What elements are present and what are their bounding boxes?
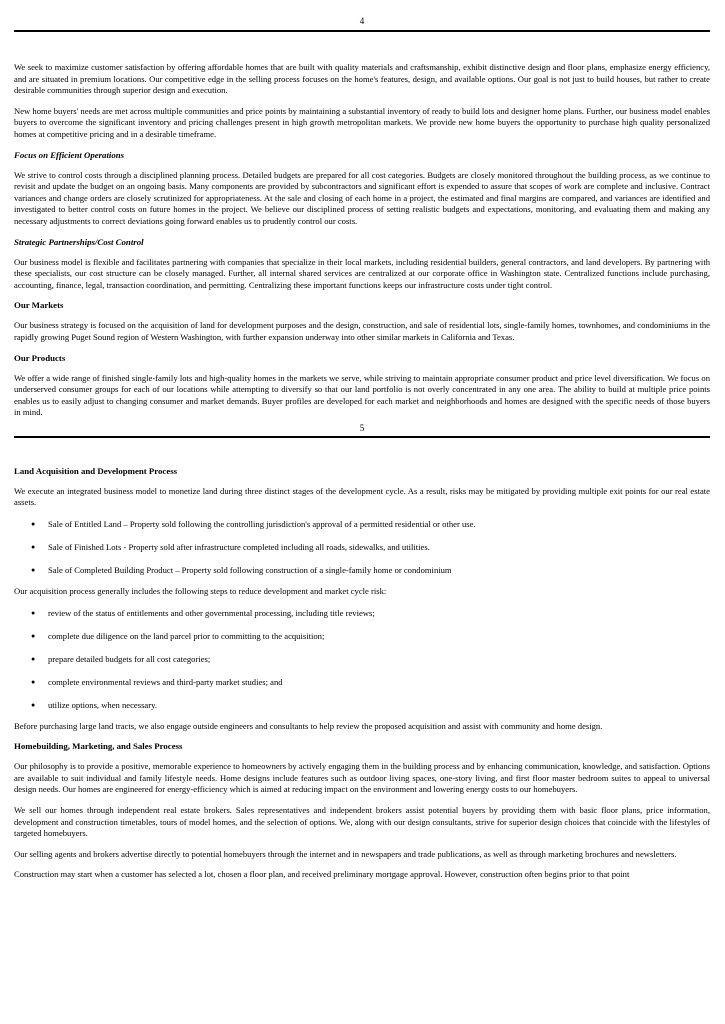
list-item: ● Sale of Finished Lots - Property sold after infrastructure completed including all roads, sidewalks, and utilities. [14, 542, 710, 553]
paragraph: We strive to control costs through a disciplined planning process. Detailed budgets are prepared for all cost categories. Budgets are closely monitored throughout the building process, as we continue to revisit and update the budget on an ongoing basis. Many components are provided by subcontractors and significant effort is expended to assure that scopes of work are complete and inclusive. Contract variances and change orders are closely scrutinized for appropriateness. At the sale and closing of each home in a project, the estimated and final margins are compared, and variances are identified and investigated to better control costs on future homes in the project. We believe our disciplined process of setting realistic budgets and expectations, monitoring, and evaluating them and making any necessary adjustments to correct deviations going forward enables us to prudently control our costs. [14, 169, 710, 226]
section-heading: Homebuilding, Marketing, and Sales Process [14, 741, 183, 752]
paragraph: Before purchasing large land tracts, we also engage outside engineers and consultants to help review the proposed acquisition and assist with community and home design. [14, 720, 603, 731]
list-item: ● utilize options, when necessary. [14, 700, 710, 711]
paragraph: We offer a wide range of finished single-family lots and high-quality homes in the markets we serve, while striving to maintain appropriate consumer product and price level diversification. We focus on underserved consumer groups for each of our locations while attempting to diversify so that our land portfolio is not overly concentrated in any one area. The ability to build at multiple price points enables us to easily adjust to changing consumer and market demands. Buyer profiles are developed for each market and neighborhoods and homes are designed with the specific needs of those buyers in mind. [14, 372, 710, 418]
section-heading: Our Markets [14, 300, 64, 311]
paragraph: Our business strategy is focused on the acquisition of land for development purposes and the design, construction, and sale of residential lots, single-family homes, townhomes, and condominiums in the rapidly growing Puget Sound region of Western Washington, with further expansion underway into other similar markets in California and Texas. [14, 320, 710, 342]
paragraph: Our selling agents and brokers advertise directly to potential homebuyers through the internet and in newspapers and trade publications, as well as through marketing brochures and newsletters. [14, 848, 677, 859]
paragraph: New home buyers' needs are met across multiple communities and price points by maintaining a substantial inventory of ready to build lots and designer home plans. Further, our business model enables buyers to overcome the significant inventory and pricing challenges present in high growth metropolitan markets. We provide new home buyers the opportunity to purchase high quality personalized homes at competitive pricing and in a desirable timeframe. [14, 105, 710, 139]
page-number: 5 [359, 422, 365, 433]
list-item: ● prepare detailed budgets for all cost categories; [14, 654, 710, 665]
paragraph: We sell our homes through independent real estate brokers. Sales representatives and independent brokers assist potential buyers by providing them with basic floor plans, price information, development and construction timetables, tours of model homes, and the selection of options. We, along with our design consultants, strive for superior design choices that coincide with the lifestyles of targeted homebuyers. [14, 805, 710, 839]
section-heading: Land Acquisition and Development Process [14, 465, 178, 476]
section-heading: Strategic Partnerships/Cost Control [14, 236, 144, 247]
paragraph: We execute an integrated business model to monetize land during three distinct stages of the development cycle. As a result, risks may be mitigated by providing multiple exit points for our real estate assets. [14, 485, 710, 508]
page-number: 4 [359, 16, 365, 26]
list-item: ● Sale of Entitled Land – Property sold following the controlling jurisdiction's approval of a permitted residential or other use. [14, 519, 710, 530]
paragraph: We seek to maximize customer satisfaction by offering affordable homes that are built with quality materials and craftsmanship, exhibit distinctive design and floor plans, emphasize energy efficiency, and are situated in premium locations. Our competitive edge in the selling process focuses on the home's features, design, and available options. Our goal is not just to build houses, but rather to create desirable communities through superior design and execution. [14, 62, 710, 96]
page-divider [14, 30, 710, 32]
section-heading: Our Products [14, 352, 66, 363]
paragraph: Construction may start when a customer has selected a lot, chosen a floor plan, and received preliminary mortgage approval. However, construction often begins prior to that point [14, 869, 630, 880]
list-item: ● complete due diligence on the land parcel prior to committing to the acquisition; [14, 631, 710, 642]
paragraph: Our business model is flexible and facilitates partnering with companies that specialize in their local markets, including residential builders, general contractors, and land developers. By partnering with these specialists, our cost structure can be closely managed. Further, all internal shared services are centralized at our corporate office in Washington state. Centralized functions include purchasing, accounting, finance, legal, transaction coordination, and permitting. Centralizing these important functions keeps our infrastructure costs under tight control. [14, 256, 710, 290]
stages-list [14, 519, 710, 576]
page-divider [14, 436, 710, 438]
list-item: ● complete environmental reviews and third-party market studies; and [14, 677, 710, 688]
paragraph: Our philosophy is to provide a positive, memorable experience to homeowners by actively engaging them in the building process and by enhancing communication, knowledge, and satisfaction. Options are available to suit individual and family lifestyle needs. Home designs include features such as outdoor living spaces, one-story living, and first floor master bedroom suites to appeal to universal design needs. Our homes are engineered for energy-efficiency which is aimed at reducing impact on the environment and lowering energy costs to our homebuyers. [14, 761, 710, 795]
steps-list [14, 608, 710, 711]
section-heading: Focus on Efficient Operations [14, 149, 125, 160]
document-page [14, 0, 710, 881]
list-item: ● Sale of Completed Building Product – Property sold following construction of a single-family home or condominium [14, 565, 710, 576]
paragraph: Our acquisition process generally includes the following steps to reduce development and market cycle risk: [14, 586, 387, 597]
list-item: ● review of the status of entitlements and other governmental processing, including title reviews; [14, 608, 710, 619]
